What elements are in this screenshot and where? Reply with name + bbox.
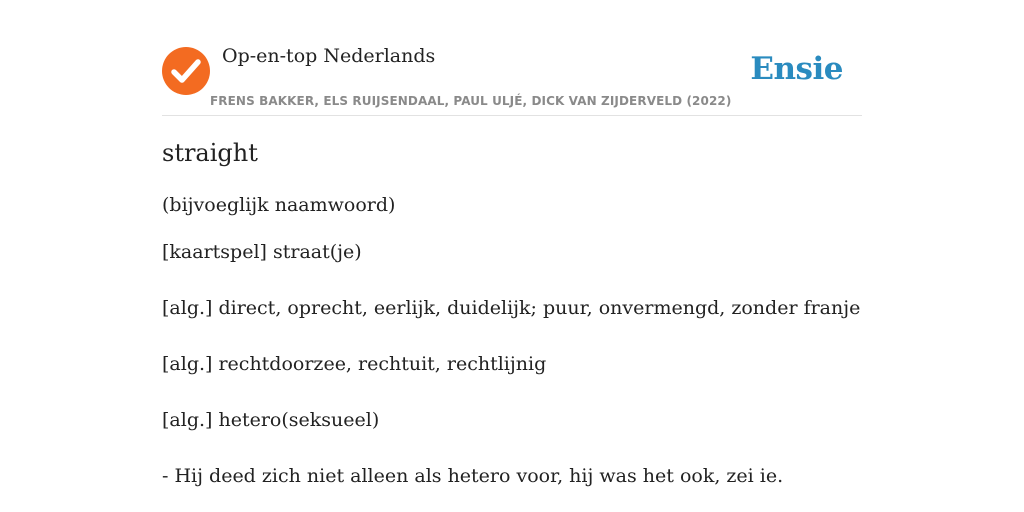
headword: straight <box>162 139 258 167</box>
brand-logo[interactable]: Ensie <box>750 51 843 87</box>
definition-item: [alg.] rechtdoorzee, rechtuit, rechtlijnig <box>162 353 547 375</box>
source-logo[interactable] <box>162 47 210 95</box>
part-of-speech: (bijvoeglijk naamwoord) <box>162 194 396 216</box>
definition-item: [kaartspel] straat(je) <box>162 241 362 263</box>
definition-item: [alg.] direct, oprecht, eerlijk, duidelijk; puur, onvermengd, zonder franje <box>162 297 861 319</box>
source-title[interactable]: Op-en-top Nederlands <box>222 45 436 67</box>
checkmark-icon <box>162 47 210 95</box>
definition-item: [alg.] hetero(seksueel) <box>162 409 380 431</box>
source-authors: FRENS BAKKER, ELS RUIJSENDAAL, PAUL ULJÉ, DICK VAN ZIJDERVELD (2022) <box>210 94 732 108</box>
example-sentence: - Hij deed zich niet alleen als hetero voor, hij was het ook, zei ie. <box>162 465 784 487</box>
header <box>162 0 862 116</box>
